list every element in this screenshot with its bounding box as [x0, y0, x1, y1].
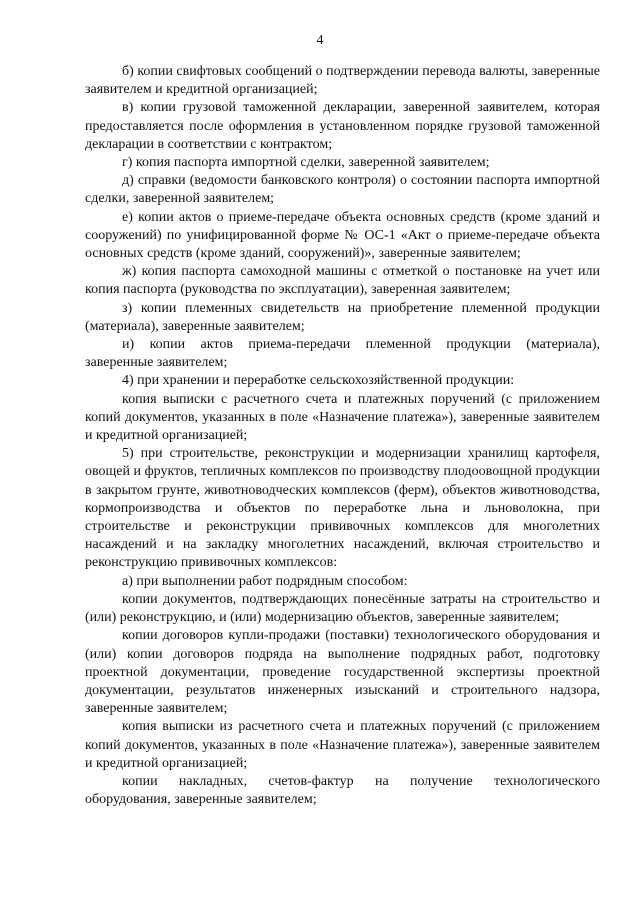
paragraph: а) при выполнении работ подрядным способом: [122, 573, 408, 589]
paragraph: копия выписки из расчетного счета и платежных поручений (с приложением копий документов, указанных в поле «Назначение платежа»), заверенные заявителем и кредитной организацией; [85, 719, 600, 771]
paragraph: копии договоров купли-продажи (поставки) технологического оборудования и (или) копии договоров подряда на выполнение подрядных работ, подготовку проектной документации, проведение государственной экспертизы проектной документации, результатов инженерных изысканий и строительного надзора, заверенные заявителем; [85, 628, 600, 717]
paragraph: е) копии актов о приеме-передаче объекта основных средств (кроме зданий и сооружений) по унифицированной форме № ОС-1 «Акт о приеме-передаче объекта основных средств (кроме зданий, сооружений)», заверенные заявителем; [85, 209, 600, 262]
paragraph: г) копия паспорта импортной сделки, заверенной заявителем; [122, 155, 490, 171]
paragraph: копии документов, подтверждающих понесённые затраты на строительство и (или) реконструкцию, и (или) модернизацию объектов, заверенные заявителем; [85, 591, 600, 626]
paragraph: з) копии племенных свидетельств на приобретение племенной продукции (материала), заверенные заявителем; [85, 300, 600, 334]
page-number: 4 [316, 33, 324, 48]
paragraph: 5) при строительстве, реконструкции и модернизации хранилищ картофеля, овощей и фруктов, тепличных комплексов по производству плодоовощной продукции в закрытом грунте, животноводческих комплексов (ферм), объектов животноводства, кормопроизводства и объектов по переработке льна и льноволокна, при строительстве и реконструкции прививочных комплексов для многолетних насаждений и на закладку многолетних насаждений, включая строительство и реконструкцию прививочных комплексов: [85, 446, 600, 571]
paragraph: д) справки (ведомости банковского контроля) о состоянии паспорта импортной сделки, заверенной заявителем; [85, 173, 600, 207]
paragraph: 4) при хранении и переработке сельскохозяйственной продукции: [122, 373, 515, 389]
paragraph: в) копии грузовой таможенной декларации, заверенной заявителем, которая предоставляется после оформления в установленном порядке грузовой таможенной декларации в соответствии с контрактом; [85, 100, 600, 152]
document-body [85, 63, 600, 809]
paragraph: копии накладных, счетов-фактур на получение технологического оборудования, заверенные заявителем; [85, 773, 600, 808]
paragraph: копия выписки с расчетного счета и платежных поручений (с приложением копий документов, указанных в поле «Назначение платежа»), заверенные заявителем и кредитной организацией; [85, 391, 600, 444]
paragraph: ж) копия паспорта самоходной машины с отметкой о постановке на учет или копия паспорта (руководства по эксплуатации), заверенная заявителем; [85, 264, 600, 298]
paragraph: и) копии актов приема-передачи племенной продукции (материала), заверенные заявителем; [85, 337, 600, 371]
paragraph: б) копии свифтовых сообщений о подтверждении перевода валюты, заверенные заявителем и кредитной организацией; [85, 64, 600, 98]
